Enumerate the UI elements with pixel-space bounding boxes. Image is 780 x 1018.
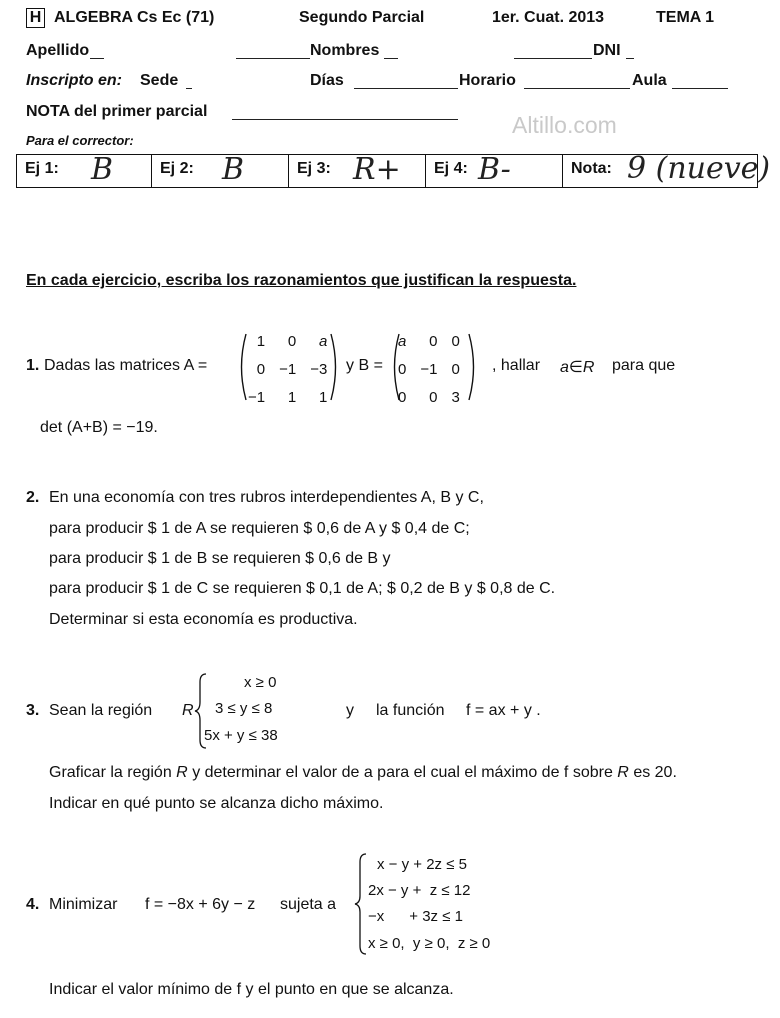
exercise-3-task-post: es 20. — [633, 764, 677, 781]
matrix-cell: 1 — [256, 332, 266, 350]
system-line: x − y + 2z ≤ 5 — [377, 856, 467, 873]
region-symbol: R — [617, 764, 629, 781]
system-line: 2x − y + z ≤ 12 — [368, 882, 471, 899]
exercise-1-intro: Dadas las matrices A = — [44, 357, 208, 374]
exercise-1-condition: det (A+B) = −19. — [40, 419, 158, 436]
region-symbol: R — [182, 702, 194, 719]
exercise-3-and: y — [346, 702, 354, 719]
grade-cell-ej2 — [152, 152, 289, 187]
nota-primer-parcial-line[interactable] — [232, 119, 458, 120]
exercise-4-subject: sujeta a — [280, 896, 337, 913]
exercise-3-task-pre: Graficar la región — [49, 764, 172, 781]
exercise-2-line: Determinar si esta economía es productiva. — [49, 611, 358, 628]
apellido-label: Apellido — [26, 42, 90, 59]
exercise-3-function: f = ax + y . — [466, 702, 541, 719]
exercise-1-task-pre: , hallar — [492, 357, 541, 374]
matrix-cell: 0 — [256, 360, 266, 378]
nombres-line[interactable] — [384, 58, 398, 59]
system-line: 3 ≤ y ≤ 8 — [215, 700, 273, 717]
nombres-label: Nombres — [310, 42, 380, 59]
exam-title: Segundo Parcial — [299, 9, 425, 26]
exercise-3-func-label: la función — [376, 702, 445, 719]
grade-cell-label: Ej 3: — [297, 160, 331, 177]
grade-cell-label: Nota: — [571, 160, 612, 177]
inscripto-label: Inscripto en: — [26, 72, 123, 89]
course-title: ALGEBRA Cs Ec (71) — [54, 9, 215, 26]
nota-primer-parcial-label: NOTA del primer parcial — [26, 103, 208, 120]
aula-line[interactable] — [672, 88, 728, 89]
matrix-a-right-paren — [329, 332, 341, 402]
grade-cell-ej4 — [426, 152, 563, 187]
horario-line[interactable] — [524, 88, 630, 89]
exercise-number: 3. — [26, 702, 40, 719]
exercise-3-intro: Sean la región — [49, 702, 153, 719]
matrix-cell: 0 — [429, 388, 438, 406]
course-code-box — [26, 8, 45, 28]
exercise-4-intro: Minimizar — [49, 896, 118, 913]
exercise-number: 2. — [26, 489, 40, 506]
exercise-4-function: f = −8x + 6y − z — [145, 896, 256, 913]
matrix-b-right-paren — [467, 332, 479, 402]
matrix-cell: −1 — [420, 360, 438, 378]
grade-cell-ej3 — [289, 152, 426, 187]
system-line: −x + 3z ≤ 1 — [368, 908, 463, 925]
exercise-2-line: para producir $ 1 de B se requieren $ 0,6 de B y — [49, 550, 391, 567]
handwritten-grade: B — [222, 152, 245, 187]
apellido-line[interactable] — [90, 58, 104, 59]
matrix-cell: a — [318, 332, 328, 350]
exercise-3-line-2: Indicar en qué punto se alcanza dicho máximo. — [49, 795, 384, 812]
grade-cell-label: Ej 2: — [160, 160, 194, 177]
exam-tema: TEMA 1 — [656, 9, 715, 26]
matrix-cell: −1 — [248, 388, 266, 406]
grade-cell-label: Ej 1: — [25, 160, 59, 177]
matrix-b — [391, 327, 467, 411]
exam-period: 1er. Cuat. 2013 — [492, 9, 605, 26]
exercise-1-task-post: para que — [612, 357, 676, 374]
exercise-2-line: para producir $ 1 de A se requieren $ 0,6 de A y $ 0,4 de C; — [49, 520, 470, 537]
exercise-4-closing: Indicar el valor mínimo de f y el punto en que se alcanza. — [49, 981, 454, 998]
corrector-grade-table — [16, 151, 771, 188]
course-code-letter: H — [29, 9, 42, 26]
aula-label: Aula — [632, 72, 667, 89]
system-brace — [354, 852, 368, 956]
apellido-line-2[interactable] — [236, 58, 310, 59]
watermark: Altillo.com — [512, 112, 617, 138]
sede-label: Sede — [140, 72, 179, 89]
exercise-2-line: para producir $ 1 de C se requieren $ 0,1 de A; $ 0,2 de B y $ 0,8 de C. — [49, 580, 556, 597]
exercise-number: 1. — [26, 357, 40, 374]
matrix-cell: 0 — [451, 332, 460, 350]
matrix-cell: 0 — [398, 360, 407, 378]
exercise-3-task-mid: y determinar el valor de a para el cual el máximo de f sobre — [192, 764, 613, 781]
matrix-cell: a — [398, 332, 407, 350]
region-symbol: R — [176, 764, 188, 781]
instruction: En cada ejercicio, escriba los razonamientos que justifican la respuesta. — [26, 272, 577, 289]
dias-label: Días — [310, 72, 344, 89]
matrix-cell: 0 — [451, 360, 460, 378]
grade-cell-nota — [563, 151, 771, 187]
matrix-cell: 0 — [429, 332, 438, 350]
matrix-a — [241, 327, 334, 411]
handwritten-grade: B — [91, 152, 114, 187]
exercise-1-task-var: a∈R — [560, 359, 595, 376]
matrix-cell: −3 — [310, 360, 328, 378]
exercise-1-and: y B = — [346, 357, 383, 374]
system-line: x ≥ 0 — [244, 674, 277, 691]
handwritten-grade: B- — [478, 152, 511, 187]
exercise-number: 4. — [26, 896, 40, 913]
matrix-cell: 1 — [287, 388, 297, 406]
dni-line[interactable] — [626, 58, 634, 59]
sede-line[interactable] — [186, 88, 192, 89]
horario-label: Horario — [459, 72, 516, 89]
grade-cell-ej1 — [17, 152, 152, 187]
matrix-cell: 0 — [398, 388, 407, 406]
nombres-line-2[interactable] — [514, 58, 592, 59]
system-line: x ≥ 0, y ≥ 0, z ≥ 0 — [368, 935, 491, 952]
exercise-2-line: En una economía con tres rubros interdependientes A, B y C, — [49, 489, 484, 506]
exercise-3-task-line — [49, 764, 677, 782]
matrix-cell: 0 — [287, 332, 297, 350]
grade-cell-label: Ej 4: — [434, 160, 468, 177]
handwritten-grade: R+ — [353, 152, 401, 187]
matrix-cell: 3 — [451, 388, 460, 406]
dni-label: DNI — [593, 42, 621, 59]
matrix-cell: −1 — [279, 360, 297, 378]
matrix-cell: 1 — [318, 388, 328, 406]
corrector-label: Para el corrector: — [26, 133, 134, 148]
dias-line[interactable] — [354, 88, 458, 89]
handwritten-final-grade: 9 (nueve) — [627, 151, 771, 186]
system-line: 5x + y ≤ 38 — [204, 727, 278, 744]
